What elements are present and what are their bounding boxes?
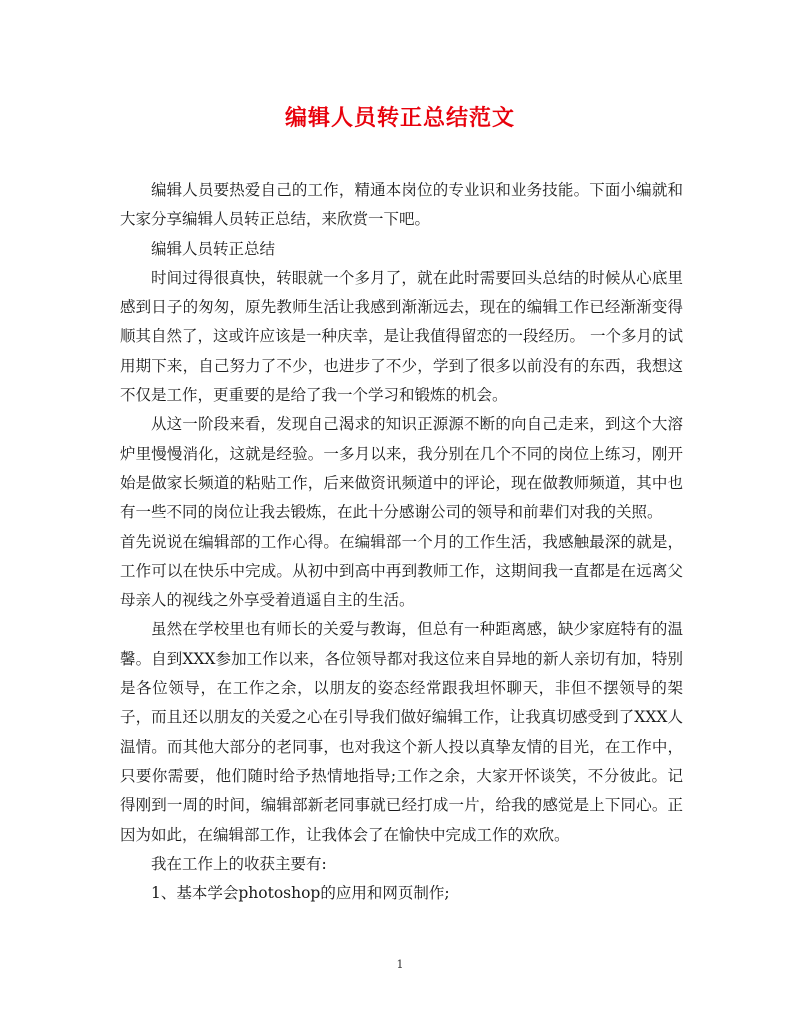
body-paragraph: 从这一阶段来看，发现自己渴求的知识正源源不断的向自己走来，到这个大溶炉里慢慢消化，这就是经验。一多月以来，我分别在几个不同的岗位上练习，刚开始是做家长频道的粘贴工作，后来做资讯频道中的评论，现在做教师频道，其中也有一些不同的岗位让我去锻炼，在此十分感谢公司的领导和前辈们对我的关照。 (120, 415, 683, 522)
page-number: 1 (396, 958, 404, 971)
body-paragraph: 首先说说在编辑部的工作心得。在编辑部一个月的工作生活，我感触最深的就是，工作可以在快乐中完成。从初中到高中再到教师工作，这期间我一直都是在远离父母亲人的视线之外享受着逍遥自主的生活。 (120, 532, 683, 610)
document-title: 编辑人员转正总结范文 (284, 105, 515, 131)
body-paragraph: 虽然在学校里也有师长的关爱与教诲，但总有一种距离感，缺少家庭特有的温馨。自到XXX参加工作以来，各位领导都对我这位来自异地的新人亲切有加，特别是各位领导，在工作之余，以朋友的姿态经常跟我坦怀聊天，非但不摆领导的架子，而且还以朋友的关爱之心在引导我们做好编辑工作，让我真切感受到了XXX人温情。而其他大部分的老同事，也对我这个新人投以真挚友情的目光，在工作中，只要你需要，他们随时给予热情地指导;工作之余，大家开怀谈笑，不分彼此。记得刚到一周的时间，编辑部新老同事就已经打成一片，给我的感觉是上下同心。正因为如此，在编辑部工作，让我体会了在愉快中完成工作的欢欣。 (120, 620, 683, 844)
document-body (120, 176, 683, 908)
section-heading: 编辑人员转正总结 (151, 239, 276, 258)
list-item: 1、基本学会photoshop的应用和网页制作; (151, 884, 450, 903)
intro-paragraph: 编辑人员要热爱自己的工作，精通本岗位的专业识和业务技能。下面小编就和大家分享编辑人员转正总结，来欣赏一下吧。 (120, 181, 683, 229)
list-intro: 我在工作上的收获主要有: (151, 854, 327, 873)
body-paragraph: 时间过得很真快，转眼就一个多月了，就在此时需要回头总结的时候从心底里感到日子的匆匆，原先教师生活让我感到渐渐远去，现在的编辑工作已经渐渐变得顺其自然了，这或许应该是一种庆幸，是让我值得留恋的一段经历。 一个多月的试用期下来，自己努力了不少，也进步了不少，学到了很多以前没有的东西，我想这不仅是工作，更重要的是给了我一个学习和锻炼的机会。 (120, 268, 683, 405)
